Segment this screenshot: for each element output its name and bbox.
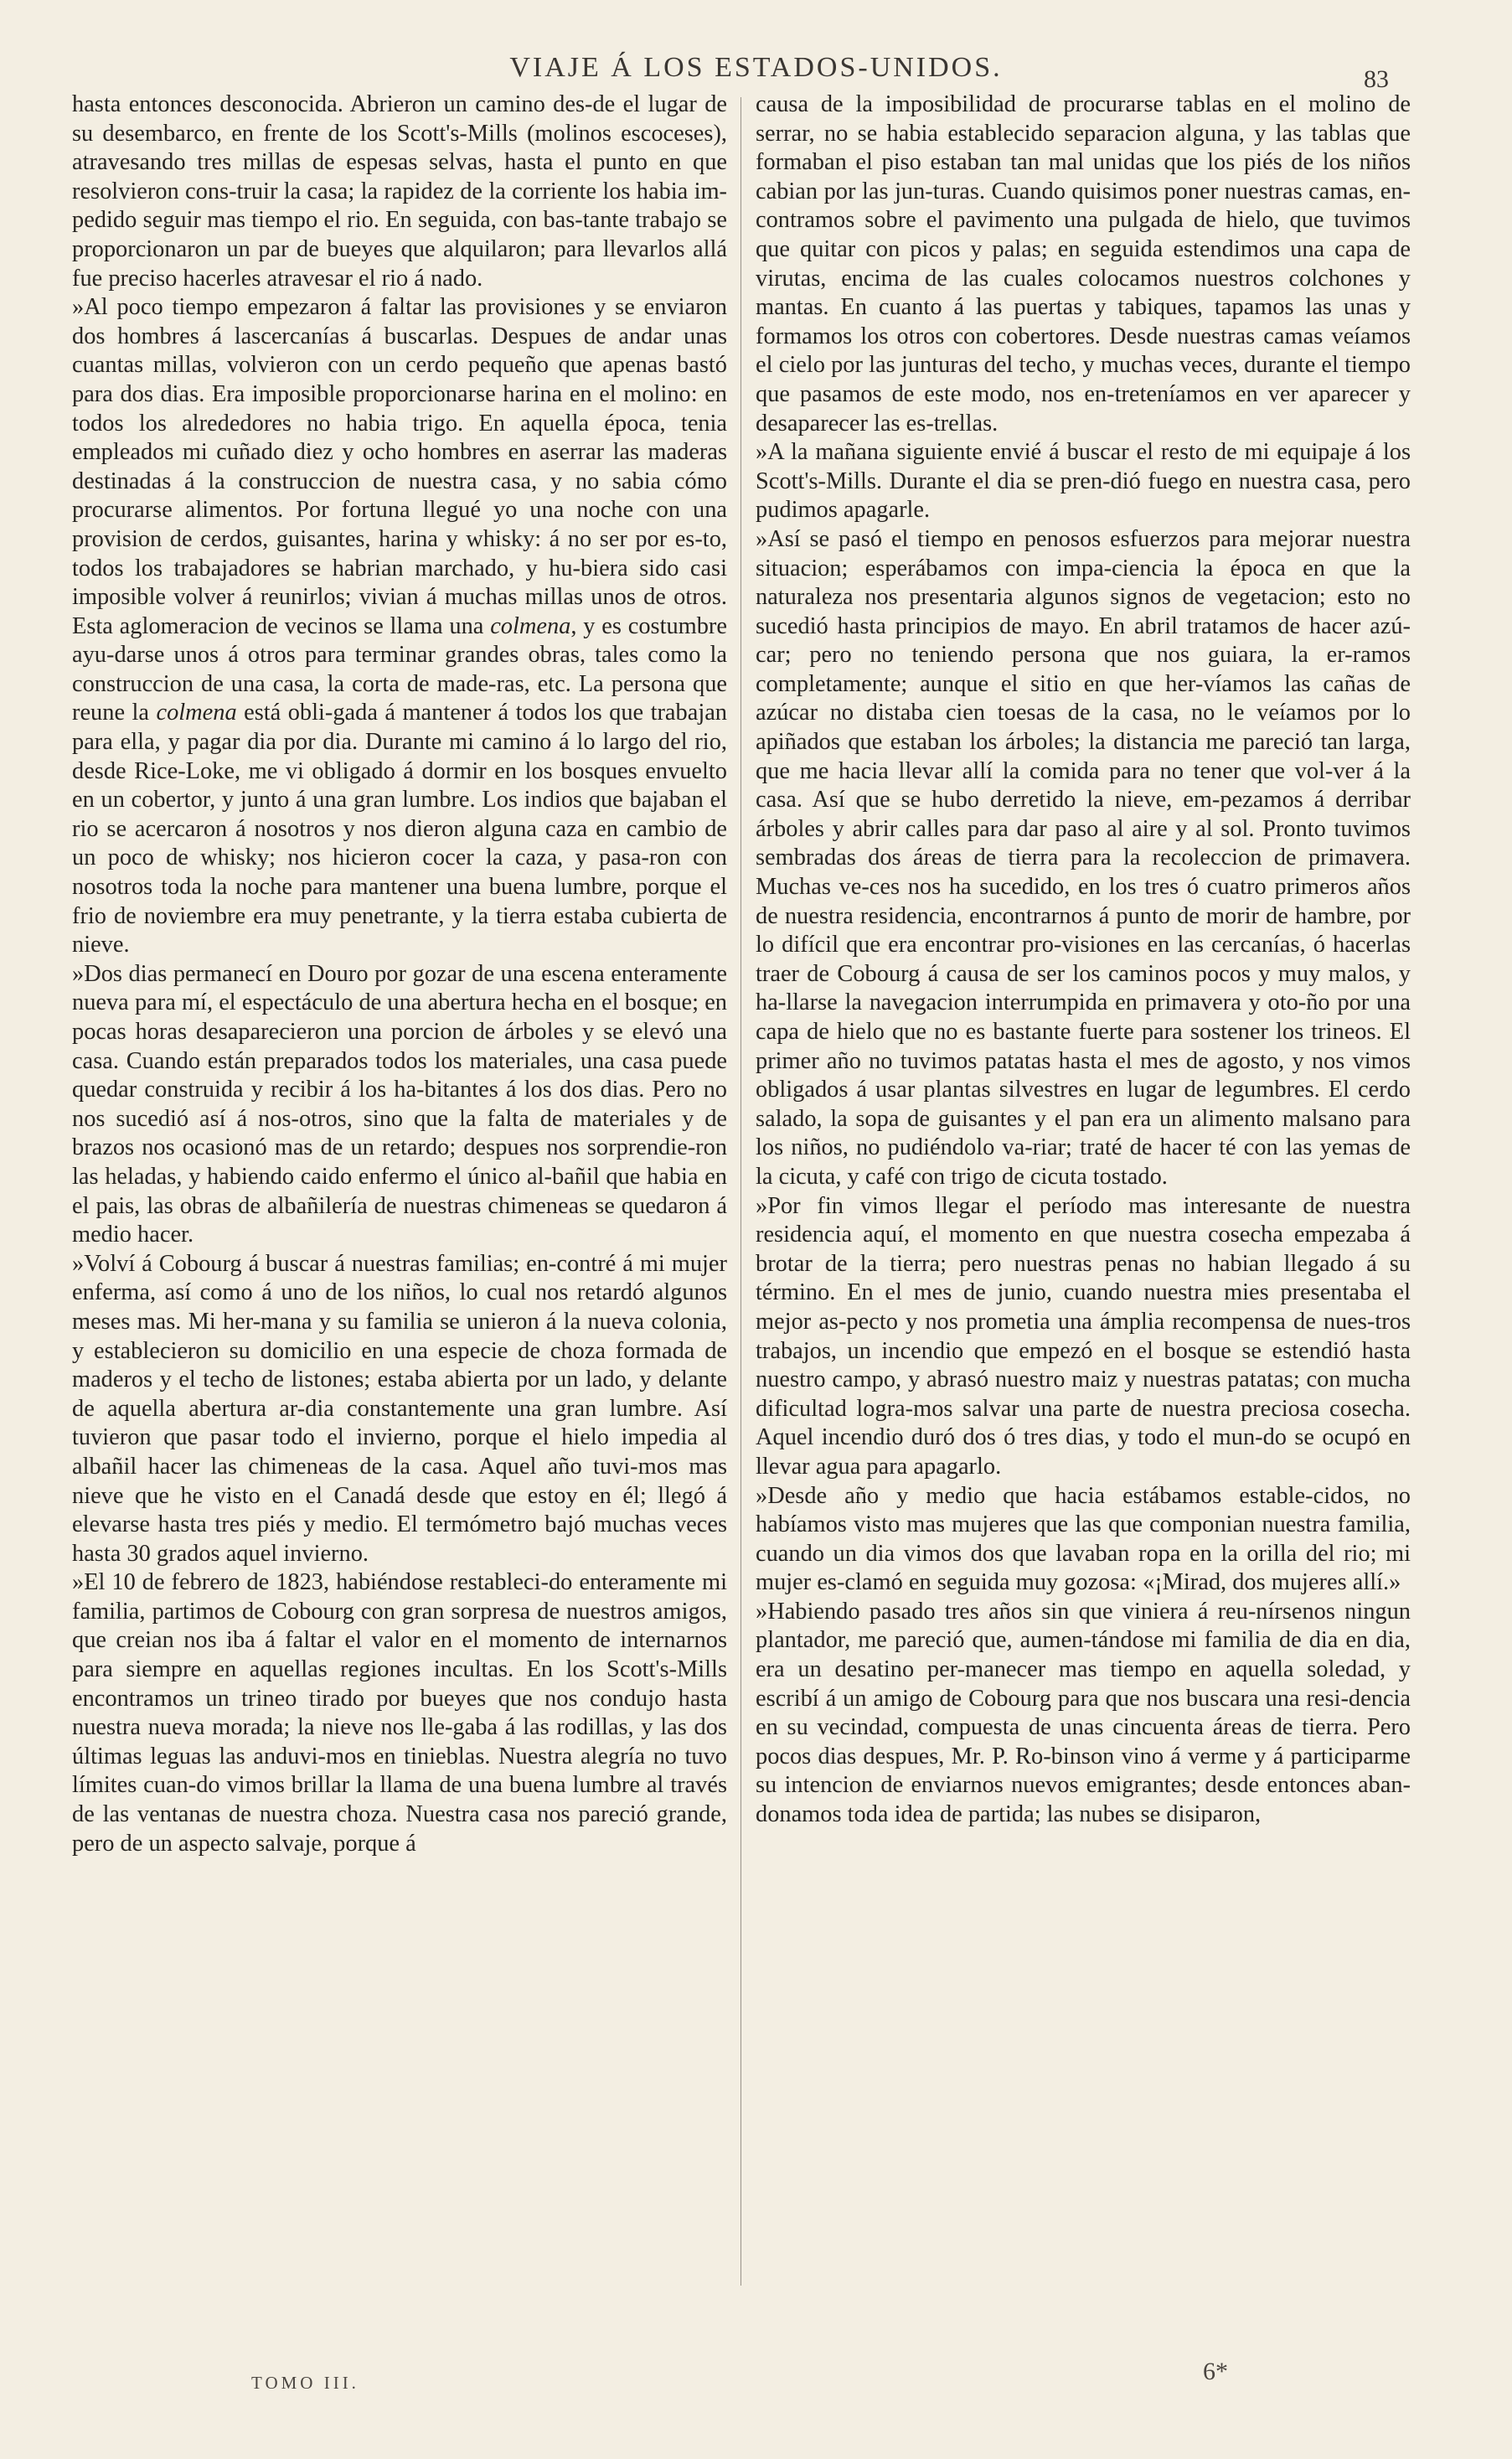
italic-term: colmena	[156, 700, 237, 726]
paragraph: »Dos dias permanecí en Douro por gozar de una escena enteramente nueva para mí, el espectáculo de una abertura hecha en el bosque; en pocas horas desaparecieron una porcion de árboles y se elevó una casa. Cuando están preparados todos los materiales, una casa puede quedar construida y recibir á los ha-bitantes á los dos dias. Pero no nos sucedió así á nos-otros, sino que la falta de materiales y de brazos nos ocasionó mas de un retardo; despues nos sorprendie-ron las heladas, y habiendo caido enfermo el único al-bañil que habia en el pais, las obras de albañilería de nuestras chimeneas se quedaron á medio hacer.	[72, 960, 727, 1248]
paragraph	[72, 293, 727, 960]
paragraph: »El 10 de febrero de 1823, habiéndose restableci-do enteramente mi familia, partimos de Cobourg con gran sorpresa de nuestros amigos, que creian nos iba á faltar el valor en el momento de internarnos para siempre en aquellas regiones incultas. En los Scott's-Mills encontramos un trineo tirado por bueyes que nos condujo hasta nuestra nueva morada; la nieve nos lle-gaba á las rodillas, y las dos últimas leguas las anduvi-mos en tinieblas. Nuestra alegría no tuvo límites cuan-do vimos brillar la llama de una buena lumbre al través de las ventanas de nuestra choza. Nuestra casa nos pareció grande, pero de un aspecto salvaje, porque á	[72, 1569, 727, 1857]
paragraph: causa de la imposibilidad de procurarse tablas en el molino de serrar, no se habia establecido separacion alguna, y las tablas que formaban el piso estaban tan mal unidas que los piés de los niños cabian por las jun-turas. Cuando quisimos poner nuestras camas, en-contramos sobre el pavimento una pulgada de hielo, que tuvimos que quitar con picos y palas; en seguida estendimos una capa de virutas, encima de las cuales colocamos nuestros colchones y mantas. En cuanto á las puertas y tabiques, tapamos las unas y formamos los otros con cobertores. Desde nuestras camas veíamos el cielo por las junturas del techo, y muchas veces, durante el tiempo que pasamos de este modo, nos en-treteníamos en ver aparecer y desaparecer las es-trellas.	[756, 91, 1411, 437]
page-number: 83	[1364, 65, 1389, 93]
text-run: está obli-gada á mantener á todos los que trabajan para ella, y pagar dia por dia. Durante mi camino á lo largo del rio, desde Rice-Loke, me vi obligado á dormir en los bosques envuelto en un cobertor, y junto á una gran lumbre. Los indios que bajaban el rio se acercaron á nosotros y nos dieron alguna caza en cambio de un poco de whisky; nos hicieron cocer la caza, y pasa-ron con nosotros toda la noche para mantener una buena lumbre, porque el frio de noviembre era muy penetrante, y la tierra estaba cubierta de nieve.	[72, 700, 728, 958]
text-run: »Al poco tiempo empezaron á faltar las provisiones y se enviaron dos hombres á lascercanías á buscarlas. Despues de andar unas cuantas millas, volvieron con un cerdo pequeño que apenas bastó para dos dias. Era imposible proporcionarse harina en el molino: en todos los alrededores no habia trigo. En aquella época, tenia empleados mi cuñado diez y ocho hombres en aserrar las maderas destinadas á la construccion de nuestra casa, y no sabia cómo procurarse alimentos. Por fortuna llegué yo una noche con una provision de cerdos, guisantes, harina y whisky: á no ser por es-to, todos los trabajadores se habrian marchado, y hu-biera sido casi imposible volver á reunirlos; vivian á muchas millas unos de otros. Esta aglomeracion de vecinos se llama una	[72, 294, 727, 639]
signature-mark: 6*	[1203, 2358, 1228, 2385]
right-column	[756, 90, 1411, 1830]
paragraph: »Volví á Cobourg á buscar á nuestras familias; en-contré á mi mujer enferma, así como á uno de los niños, lo cual nos retardó algunos meses mas. Mi her-mana y su familia se unieron á la nueva colonia, y establecieron su domicilio en una especie de choza formada de maderos y el techo de listones; estaba abierta por un lado, y delante de aquella abertura ar-dia constantemente una gran lumbre. Así tuvieron que pasar todo el invierno, porque el hielo impedia al albañil hacer las chimeneas de la casa. Aquel año tuvi-mos mas nieve que he visto en el Canadá desde que estoy en él; llegó á elevarse hasta tres piés y medio. El termómetro bajó muchas veces hasta 30 grados aquel invierno.	[72, 1250, 727, 1567]
volume-label: TOMO III.	[251, 2373, 359, 2393]
paragraph: »Así se pasó el tiempo en penosos esfuerzos para mejorar nuestra situacion; esperábamos con impa-ciencia la época en que la naturaleza nos presentaria algunos signos de vegetacion; esto no sucedió hasta principios de mayo. En abril tratamos de hacer azú-car; pero no teniendo persona que nos guiara, la er-ramos completamente; aunque el sitio en que her-víamos las cañas de azúcar no distaba cien toesas de la casa, no le veíamos por lo apiñados que estaban los árboles; la distancia me pareció tan larga, que me hacia llevar allí la comida para no tener que vol-ver á la casa. Así que se hubo derretido la nieve, em-pezamos á derribar árboles y abrir calles para dar paso al aire y al sol. Pronto tuvimos sembradas dos áreas de tierra para la recoleccion de primavera. Muchas ve-ces nos ha sucedido, en los tres ó cuatro primeros años de nuestra residencia, encontrarnos á punto de morir de hambre, por lo difícil que era encontrar pro-visiones en las cercanías, ó hacerlas traer de Cobourg á causa de ser los caminos pocos y muy malos, y ha-llarse la navegacion interrumpida en primavera y oto-ño por una capa de hielo que no es bastante fuerte para sostener los trineos. El primer año no tuvimos patatas hasta el mes de agosto, y nos vimos obligados á usar plantas silvestres en lugar de legumbres. El cerdo salado, la sopa de guisantes y el pan era un alimento malsano para los niños, no pudiéndolo va-riar; traté de hacer té con las yemas de la cicuta, y café con trigo de cicuta tostado.	[756, 525, 1411, 1190]
paragraph: »Habiendo pasado tres años sin que viniera á reu-nírsenos ningun plantador, me pareció que, aumen-tándose mi familia de dia en dia, era un desatino per-manecer mas tiempo en aquella soledad, y escribí á un amigo de Cobourg para que nos buscara una resi-dencia en su vecindad, compuesta de unas cincuenta áreas de tierra. Pero pocos dias despues, Mr. P. Ro-binson vino á verme y á participarme su intencion de enviarnos nuevos emigrantes; desde entonces aban-donamos toda idea de partida; las nubes se disiparon,	[756, 1598, 1411, 1828]
left-column	[72, 90, 727, 1858]
text-run: hasta entonces desconocida. Abrieron un camino des-de el lugar de su desembarco, en frente de los Scott's-Mills (molinos escoceses), atravesando tres millas de espesas selvas, hasta el punto en que resolvieron cons-truir la casa; la rapidez de la corriente los habia im-pedido seguir mas tiempo el rio. En seguida, con bas-tante trabajo se proporcionaron un par de bueyes que alquilaron; para llevarlos allá fue preciso hacerles atravesar el rio á nado.	[72, 91, 727, 292]
paragraph: »Desde año y medio que hacia estábamos estable-cidos, no habíamos visto mas mujeres que las que componian nuestra familia, cuando un dia vimos dos que lavaban ropa en la orilla del rio; mi mujer es-clamó en seguida muy gozosa: «¡Mirad, dos mujeres allí.»	[756, 1482, 1411, 1596]
italic-term: colmena	[490, 612, 571, 639]
paragraph	[72, 90, 727, 293]
paragraph: »Por fin vimos llegar el período mas interesante de nuestra residencia aquí, el momento en que nuestra cosecha empezaba á brotar de la tierra; pero nuestras penas no habian llegado á su término. En el mes de junio, cuando nuestra mies presentaba el mejor as-pecto y nos prometia una ámplia recompensa de nues-tros trabajos, un incendio que empezó en el bosque se estendió hasta nuestro campo, y abrasó nuestro maiz y nuestras patatas; con mucha dificultad logra-mos salvar una parte de nuestra preciosa cosecha. Aquel incendio duró dos ó tres dias, y todo el mun-do se ocupó en llevar agua para apagarlo.	[756, 1192, 1411, 1480]
paragraph: »A la mañana siguiente envié á buscar el resto de mi equipaje á los Scott's-Mills. Durante el dia se pren-dió fuego en nuestra casa, pero pudimos apagarle.	[756, 439, 1411, 524]
running-title: VIAJE Á LOS ESTADOS-UNIDOS.	[509, 52, 1003, 83]
text-run: , y es costumbre ayu-darse unos á otros para terminar grandes obras, tales como la construccion de una casa, la corta de made-ras, etc. La persona que reune la	[72, 612, 727, 726]
